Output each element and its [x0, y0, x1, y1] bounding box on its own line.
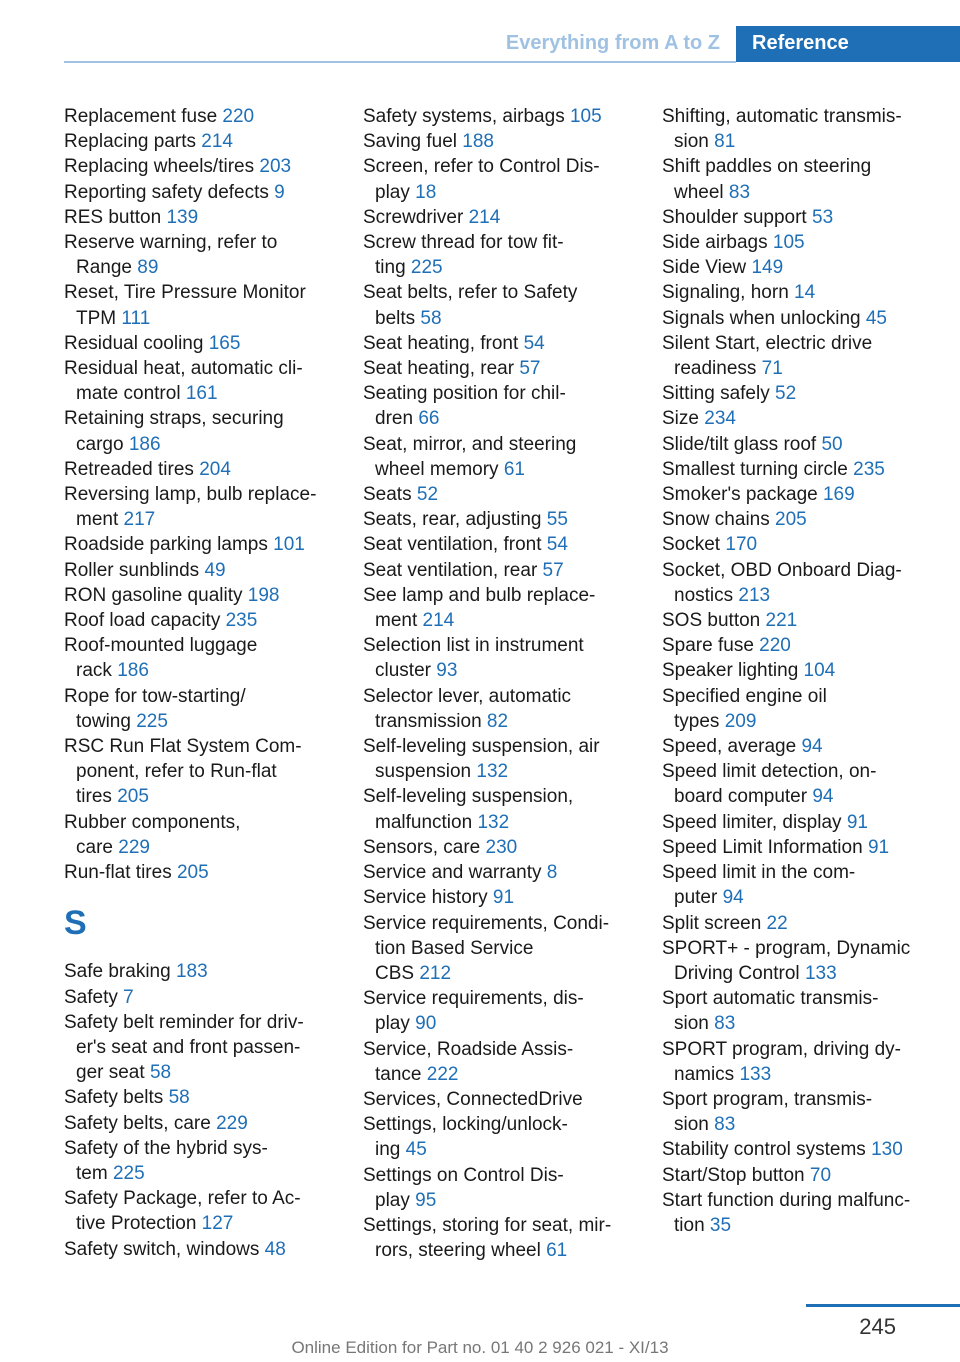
index-entry [64, 129, 348, 154]
index-entry [662, 936, 946, 986]
index-entry [662, 759, 946, 809]
entry-term: Replacing wheels/tires [64, 156, 260, 178]
page-link[interactable]: 94 [801, 736, 823, 758]
index-entry [662, 1188, 946, 1238]
page-link[interactable]: 165 [208, 332, 241, 354]
index-entry [64, 104, 348, 129]
page-link[interactable]: 221 [765, 610, 798, 632]
page-link[interactable]: 204 [199, 458, 231, 480]
entry-term: Safety of the hybrid sys- tem [64, 1137, 268, 1184]
page-link[interactable]: 105 [772, 232, 805, 254]
entry-term: Smoker's package [662, 484, 823, 506]
footer-rule [806, 1304, 960, 1307]
index-entry [363, 734, 647, 784]
page-link[interactable]: 111 [121, 307, 151, 329]
entry-term: Run-flat tires [64, 862, 177, 884]
page-link[interactable]: 217 [123, 509, 156, 531]
page-link[interactable]: 229 [216, 1112, 248, 1134]
page-link[interactable]: 50 [821, 433, 843, 455]
index-entry [363, 860, 647, 885]
index-entry [662, 230, 946, 255]
index-entry [363, 532, 647, 557]
entry-term: Size [662, 408, 705, 430]
page-link[interactable]: 149 [751, 257, 784, 279]
page-link[interactable]: 213 [738, 584, 771, 606]
index-entry [363, 230, 647, 280]
index-entry [64, 280, 348, 330]
entry-term: SPORT+ - program, Dynamic Driving Control [662, 937, 911, 984]
index-entry [363, 911, 647, 987]
entry-term: Side airbags [662, 232, 773, 254]
page-link[interactable]: 235 [853, 458, 885, 480]
entry-term: Side View [662, 257, 752, 279]
page-link[interactable]: 209 [724, 710, 757, 732]
index-entry [64, 1085, 348, 1110]
page-link[interactable]: 14 [794, 282, 816, 304]
index-entry [662, 306, 946, 331]
entry-term: Selection list in instrument cluster [363, 635, 584, 682]
page-link[interactable]: 45 [405, 1139, 427, 1161]
entry-term: Settings, locking/unlock- ing [363, 1114, 568, 1161]
page-link[interactable]: 54 [546, 534, 568, 556]
entry-term: Reporting safety defects [64, 181, 275, 203]
entry-term: RSC Run Flat System Com- ponent, refer to Run-flat tires [64, 736, 302, 808]
page-link[interactable]: 105 [569, 106, 602, 127]
page-link[interactable]: 132 [477, 811, 510, 833]
index-entry [64, 356, 348, 406]
page-link[interactable]: 169 [822, 484, 855, 506]
page-link[interactable]: 91 [867, 836, 890, 858]
entry-term: Shifting, automatic transmis- sion [662, 106, 902, 153]
entry-term: Safety belts, care [64, 1112, 217, 1134]
entry-term: See lamp and bulb replace- ment [363, 584, 596, 632]
entry-term: Split screen [662, 912, 767, 934]
entry-term: Speed, average [662, 736, 802, 758]
page-link[interactable]: 133 [739, 1063, 772, 1085]
entry-term: Slide/tilt glass roof [662, 433, 822, 455]
page-link[interactable]: 91 [492, 887, 515, 909]
index-entry [662, 255, 946, 280]
chapter-tab: Reference [736, 26, 960, 62]
index-entry [662, 1037, 946, 1087]
page-link[interactable]: 212 [419, 962, 452, 984]
page-link[interactable]: 94 [722, 887, 744, 909]
index-entry [363, 482, 647, 507]
index-entry [64, 482, 348, 532]
index-entry [363, 986, 647, 1036]
index-entry [363, 583, 647, 633]
entry-term: Roller sunblinds [64, 559, 205, 581]
entry-term: Seat heating, rear [363, 358, 520, 380]
index-entry [363, 331, 647, 356]
index-entry [64, 1237, 348, 1262]
entry-term: Seating position for chil- dren [363, 383, 566, 430]
index-entry [363, 835, 647, 860]
entry-term: Service and warranty [363, 862, 547, 884]
entry-term: Reversing lamp, bulb replace- ment [64, 484, 317, 531]
page-link[interactable]: 83 [714, 1013, 736, 1035]
page-link[interactable]: 91 [846, 811, 868, 833]
index-entry [64, 532, 348, 557]
page-link[interactable]: 61 [503, 458, 525, 480]
entry-term: RON gasoline quality [64, 584, 248, 606]
page-link[interactable]: 220 [759, 635, 791, 657]
index-entry [363, 356, 647, 381]
page-link[interactable]: 8 [546, 862, 558, 884]
index-entry [662, 1163, 946, 1188]
page-link[interactable]: 235 [225, 610, 258, 632]
index-entry [363, 558, 647, 583]
index-entry [662, 482, 946, 507]
entry-term: Residual heat, automatic cli- mate control [64, 358, 303, 405]
page-link[interactable]: 104 [803, 660, 836, 682]
entry-term: Snow chains [662, 509, 776, 531]
page-link[interactable]: 230 [485, 836, 518, 858]
page-link[interactable]: 81 [714, 131, 736, 153]
page-link[interactable]: 132 [476, 761, 509, 783]
entry-term: Silent Start, electric drive readiness [662, 332, 873, 380]
page-link[interactable]: 225 [410, 257, 443, 279]
index-entry [363, 885, 647, 910]
entry-term: Start function during malfunc- tion [662, 1189, 911, 1236]
index-entry [64, 1186, 348, 1236]
page-link[interactable]: 48 [264, 1238, 286, 1260]
index-entry [363, 280, 647, 330]
entry-term: Retaining straps, securing cargo [64, 408, 284, 455]
page-link[interactable]: 139 [166, 206, 199, 228]
entry-term: Smallest turning circle [662, 458, 854, 480]
page-link[interactable]: 229 [118, 836, 150, 858]
page-link[interactable]: 130 [871, 1139, 903, 1161]
index-entry [363, 684, 647, 734]
index-entry [662, 986, 946, 1036]
entry-term: Seat, mirror, and steering wheel memory [363, 433, 577, 480]
entry-term: Roadside parking lamps [64, 534, 274, 556]
entry-term: Safety systems, airbags [363, 106, 570, 127]
page-link[interactable]: 54 [523, 332, 545, 354]
index-entry [64, 633, 348, 683]
entry-term: Safety [64, 986, 124, 1008]
page-link[interactable]: 214 [201, 131, 233, 153]
entry-term: Speaker lighting [662, 660, 804, 682]
page-link[interactable]: 49 [204, 559, 226, 581]
index-entry [662, 810, 946, 835]
index-entry [363, 507, 647, 532]
entry-term: Spare fuse [662, 635, 760, 657]
page-link[interactable]: 9 [274, 181, 285, 203]
page-link[interactable]: 93 [436, 660, 458, 682]
entry-term: Speed limit in the com- puter [662, 862, 856, 909]
index-column-2 [363, 104, 647, 1263]
index-entry [662, 1137, 946, 1162]
index-entry [662, 507, 946, 532]
page-link[interactable]: 55 [546, 509, 568, 531]
page-link[interactable]: 83 [714, 1114, 736, 1136]
page-link[interactable]: 186 [128, 433, 161, 455]
page-link[interactable]: 83 [728, 181, 751, 203]
index-entry [662, 280, 946, 305]
entry-term: Specified engine oil types [662, 685, 827, 732]
page-link[interactable]: 90 [415, 1013, 437, 1035]
page-link[interactable]: 205 [775, 509, 807, 531]
page-link[interactable]: 66 [418, 408, 440, 430]
page-link[interactable]: 205 [176, 862, 209, 884]
entry-term: Seats [363, 484, 417, 506]
page-link[interactable]: 225 [112, 1162, 145, 1184]
page-link[interactable]: 53 [812, 206, 834, 228]
entry-term: Speed limiter, display [662, 811, 847, 833]
page-link[interactable]: 170 [725, 534, 758, 556]
index-entry [662, 331, 946, 381]
page-link[interactable]: 58 [149, 1062, 172, 1084]
index-entry [64, 608, 348, 633]
index-entry [363, 129, 647, 154]
page-link[interactable]: 82 [486, 710, 509, 732]
page-link[interactable]: 58 [420, 307, 442, 329]
page-link[interactable]: 214 [422, 610, 455, 632]
index-entry [64, 810, 348, 860]
page-link[interactable]: 35 [709, 1214, 732, 1236]
index-entry [64, 734, 348, 810]
index-entry [363, 633, 647, 683]
page-link[interactable]: 183 [175, 961, 208, 983]
index-entry [64, 230, 348, 280]
entry-term: Seats, rear, adjusting [363, 509, 547, 531]
entry-term: Screen, refer to Control Dis- play [363, 156, 600, 203]
entry-term: Service requirements, dis- play [363, 988, 584, 1035]
index-entry [662, 860, 946, 910]
index-entry [64, 959, 348, 984]
index-entry [662, 154, 946, 204]
header-rule [64, 61, 736, 63]
index-entry [64, 1010, 348, 1086]
page-link[interactable]: 70 [809, 1164, 832, 1186]
entry-term: Sport program, transmis- sion [662, 1088, 873, 1136]
section-title: Everything from A to Z [505, 32, 720, 54]
page-link[interactable]: 101 [273, 534, 305, 556]
index-entry [64, 860, 348, 885]
page-link[interactable]: 7 [123, 986, 134, 1008]
entry-term: Safety belts [64, 1087, 169, 1109]
index-entry [363, 1112, 647, 1162]
index-entry [64, 154, 348, 179]
entry-term: Saving fuel [363, 131, 463, 153]
entry-term: Roof-mounted luggage rack [64, 635, 258, 682]
index-entry [363, 1213, 647, 1263]
entry-term: Selector lever, automatic transmission [363, 685, 572, 732]
index-entry [662, 104, 946, 154]
index-entry [363, 1087, 647, 1112]
entry-term: Signals when unlocking [662, 307, 866, 329]
index-entry [64, 985, 348, 1010]
entry-term: Services, ConnectedDrive [363, 1088, 583, 1110]
index-entry [662, 457, 946, 482]
page-link[interactable]: 220 [222, 106, 255, 127]
entry-term: Speed Limit Information [662, 836, 868, 858]
index-entry [662, 1087, 946, 1137]
index-entry [363, 381, 647, 431]
entry-term: Socket [662, 534, 726, 556]
index-entry [662, 608, 946, 633]
entry-term: Screw thread for tow fit- ting [363, 232, 564, 279]
entry-term: Start/Stop button [662, 1164, 810, 1186]
entry-term: Shoulder support [662, 206, 812, 228]
page-link[interactable]: 45 [865, 307, 887, 329]
index-entry [363, 104, 647, 129]
page-link[interactable]: 52 [775, 383, 797, 405]
entry-term: Residual cooling [64, 332, 209, 354]
index-entry [64, 1111, 348, 1136]
index-entry [662, 205, 946, 230]
index-entry [64, 406, 348, 456]
entry-term: Reset, Tire Pressure Monitor TPM [64, 282, 306, 329]
entry-term: RES button [64, 206, 167, 228]
index-entry [662, 734, 946, 759]
page-link[interactable]: 186 [117, 660, 149, 682]
page-link[interactable]: 95 [415, 1189, 437, 1211]
index-entry [662, 532, 946, 557]
entry-term: SOS button [662, 610, 766, 632]
entry-term: Safety Package, refer to Ac- tive Protection [64, 1188, 301, 1235]
page-link[interactable]: 22 [766, 912, 788, 934]
entry-term: Service history [363, 887, 493, 909]
index-entry [64, 1136, 348, 1186]
page-link[interactable]: 198 [247, 584, 280, 606]
entry-term: Settings, storing for seat, mir- rors, steering wheel [363, 1214, 612, 1262]
footer-text: Online Edition for Part no. 01 40 2 926 021 - XI/13 [291, 1338, 669, 1357]
page-link[interactable]: 222 [426, 1063, 459, 1085]
entry-term: Shift paddles on steering wheel [662, 156, 872, 203]
entry-term: Seat belts, refer to Safety belts [363, 282, 578, 329]
page-link[interactable]: 225 [136, 710, 168, 732]
page-link[interactable]: 18 [415, 181, 437, 203]
index-entry [363, 1163, 647, 1213]
entry-term: Seat heating, front [363, 332, 524, 354]
index-entry [662, 432, 946, 457]
index-entry [64, 457, 348, 482]
entry-term: Replacement fuse [64, 106, 223, 127]
page-link[interactable]: 71 [761, 358, 783, 380]
index-entry [64, 205, 348, 230]
index-column-1 [64, 104, 348, 1262]
entry-term: Signaling, horn [662, 282, 795, 304]
index-entry [363, 205, 647, 230]
index-entry [662, 406, 946, 431]
page-link[interactable]: 133 [804, 962, 837, 984]
index-entry [662, 658, 946, 683]
index-entry [64, 684, 348, 734]
page-link[interactable]: 57 [542, 559, 564, 581]
entry-term: Self-leveling suspension, malfunction [363, 786, 574, 833]
entry-term: Stability control systems [662, 1139, 872, 1161]
index-column-3 [662, 104, 946, 1238]
index-entry [64, 583, 348, 608]
index-entry [662, 558, 946, 608]
entry-term: Roof load capacity [64, 610, 226, 632]
index-entry [64, 331, 348, 356]
entry-term: Rubber components, care [64, 811, 241, 858]
page-number: 245 [859, 1314, 896, 1339]
entry-term: Seat ventilation, front [363, 534, 547, 556]
index-entry [363, 784, 647, 834]
entry-term: Service, Roadside Assis- tance [363, 1038, 574, 1085]
index-entry [363, 1037, 647, 1087]
page-link[interactable]: 57 [519, 358, 541, 380]
index-entry [64, 180, 348, 205]
entry-term: Safe braking [64, 961, 176, 983]
page-link[interactable]: 234 [704, 408, 736, 430]
index-entry [363, 154, 647, 204]
index-entry [662, 381, 946, 406]
page-link[interactable]: 89 [137, 257, 159, 279]
page-link[interactable]: 61 [546, 1240, 568, 1262]
entry-term: SPORT program, driving dy- namics [662, 1038, 901, 1085]
index-letter-heading: S [64, 904, 87, 943]
page-link[interactable]: 214 [468, 206, 501, 228]
page-link[interactable]: 58 [168, 1087, 190, 1109]
index-entry [662, 835, 946, 860]
entry-term: Service requirements, Condi- tion Based Service CBS [363, 912, 610, 984]
entry-term: Speed limit detection, on- board computer [662, 761, 877, 808]
entry-term: Sensors, care [363, 836, 486, 858]
entry-term: Sitting safely [662, 383, 775, 405]
entry-term: Sport automatic transmis- sion [662, 988, 879, 1035]
entry-term: Reserve warning, refer to Range [64, 232, 278, 279]
page-link[interactable]: 52 [416, 484, 439, 506]
index-entry [662, 684, 946, 734]
index-entry [662, 633, 946, 658]
index-entry [64, 558, 348, 583]
index-entry [662, 911, 946, 936]
entry-term: Safety belt reminder for driv- er's seat and front passen- ger seat [64, 1011, 304, 1084]
entry-term: Seat ventilation, rear [363, 559, 543, 581]
page-link[interactable]: 188 [462, 131, 494, 153]
page-link[interactable]: 161 [185, 383, 218, 405]
entry-term: Self-leveling suspension, air suspension [363, 736, 600, 783]
page-link[interactable]: 205 [117, 786, 149, 808]
entry-term: Settings on Control Dis- play [363, 1164, 564, 1211]
entry-term: Retreaded tires [64, 458, 200, 480]
index-entry [363, 432, 647, 482]
page-link[interactable]: 94 [812, 786, 834, 808]
page-link[interactable]: 203 [259, 156, 292, 178]
entry-term: Replacing parts [64, 131, 202, 153]
entry-term: Socket, OBD Onboard Diag- nostics [662, 559, 902, 606]
entry-term: Screwdriver [363, 206, 469, 228]
entry-term: Rope for tow-starting/ towing [64, 685, 246, 732]
entry-term: Safety switch, windows [64, 1238, 265, 1260]
page-link[interactable]: 127 [201, 1213, 234, 1235]
